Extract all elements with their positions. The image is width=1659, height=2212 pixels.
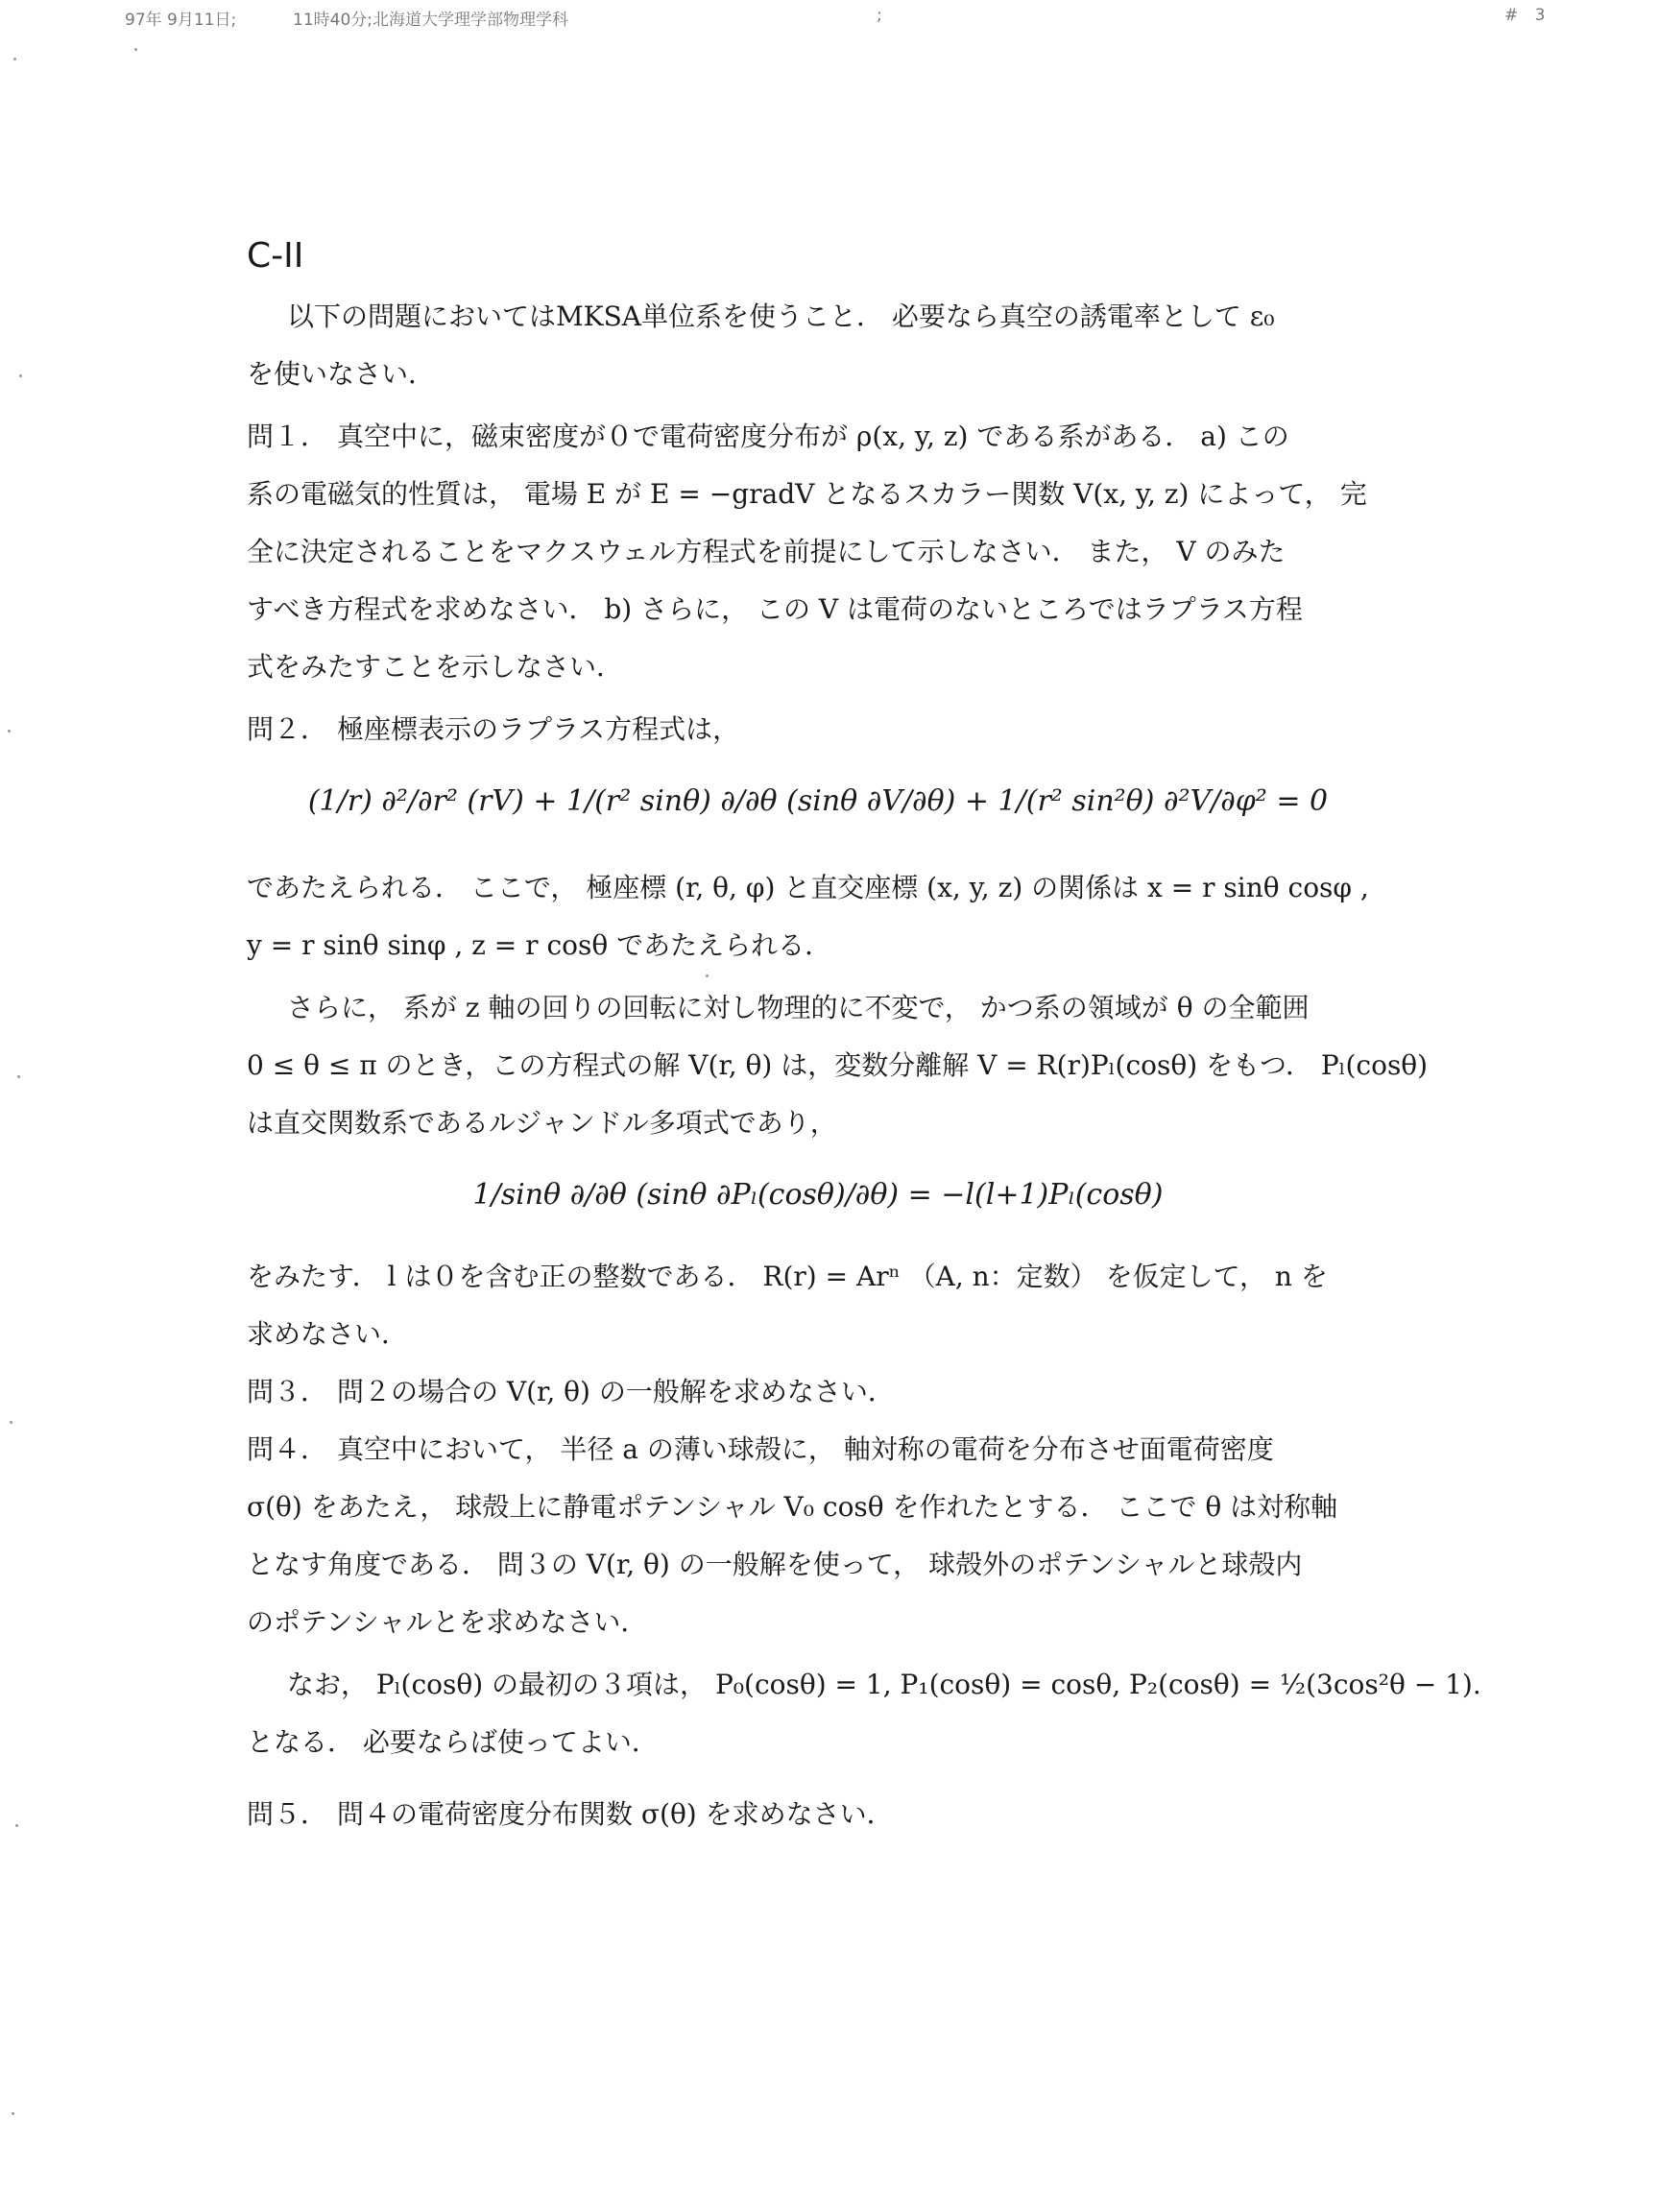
scan-speck — [13, 58, 16, 60]
question-text: 全に決定されることをマクスウェル方程式を前提にして示しなさい． また， V のみた — [247, 536, 1286, 567]
scan-speck — [17, 1075, 20, 1078]
fax-page-number: # 3 — [1504, 6, 1551, 25]
intro-line: 以下の問題においてはMKSA単位系を使うこと． 必要なら真空の誘電率として ε₀ — [287, 301, 1275, 332]
question-label: 問１． — [247, 421, 328, 452]
intro-line: を使いなさい． — [247, 358, 436, 390]
scan-speck — [706, 974, 709, 977]
fax-time-sender: 11時40分;北海道大学理学部物理学科 — [293, 11, 568, 30]
question-text: 求めなさい． — [247, 1318, 409, 1350]
question-label: 問４． — [247, 1433, 328, 1465]
question-4-note — [247, 1656, 1481, 1771]
scan-speck — [19, 374, 22, 377]
scan-speck — [10, 1421, 12, 1424]
question-1 — [247, 408, 1389, 696]
laplace-equation: (1/r) ∂²/∂r² (rV) + 1/(r² sinθ) ∂/∂θ (sinθ ∂V/∂θ) + 1/(r² sin²θ) ∂²V/∂φ² = 0 — [307, 784, 1329, 818]
question-text: 式をみたすことを示しなさい． — [247, 651, 624, 683]
question-text: y = r sinθ sinφ , z = r cosθ であたえられる． — [247, 929, 832, 961]
question-text: 真空中において， 半径 a の薄い球殻に， 軸対称の電荷を分布させ面電荷密度 — [337, 1433, 1274, 1465]
question-text: 0 ≤ θ ≤ π のとき，この方程式の解 V(r, θ) は，変数分離解 V = R(r)Pₗ(cosθ) をもつ． Pₗ(cosθ) — [247, 1049, 1429, 1081]
question-text: 極座標表示のラプラス方程式は， — [337, 713, 740, 745]
question-2 — [247, 701, 1389, 758]
question-text: σ(θ) をあたえ， 球殻上に静電ポテンシャル V₀ cosθ を作れたとする． ここで θ は対称軸 — [247, 1491, 1338, 1523]
question-text: 真空中に，磁束密度が０で電荷密度分布が ρ(x, y, z) である系がある． a) この — [337, 421, 1289, 452]
question-text: は直交関数系であるルジャンドル多項式であり， — [247, 1107, 837, 1139]
question-2-separation — [247, 979, 1429, 1152]
fax-separator: ; — [877, 6, 882, 25]
fax-header — [0, 6, 1659, 29]
question-2-end — [247, 1248, 1389, 1363]
question-text: すべき方程式を求めなさい． b) さらに， この V は電荷のないところではラプラス方程 — [247, 593, 1303, 625]
question-text: であたえられる． ここで， 極座標 (r, θ, φ) と直交座標 (x, y, z) の関係は x = r sinθ cosφ , — [247, 872, 1369, 903]
question-text: なお， Pₗ(cosθ) の最初の３項は， P₀(cosθ) = 1, P₁(cosθ) = cosθ, P₂(cosθ) = ½(3cos²θ − 1). — [287, 1669, 1481, 1700]
question-3 — [247, 1363, 1389, 1421]
scan-speck — [15, 1824, 18, 1827]
question-text: 問２の場合の V(r, θ) の一般解を求めなさい． — [337, 1376, 895, 1407]
question-label: 問３． — [247, 1376, 328, 1407]
question-text: 系の電磁気的性質は， 電場 E が E = −gradV となるスカラー関数 V(x, y, z) によって， 完 — [247, 478, 1367, 510]
question-text: のポテンシャルとを求めなさい． — [247, 1606, 648, 1638]
section-heading: C-II — [247, 236, 304, 276]
question-text: 問４の電荷密度分布関数 σ(θ) を求めなさい． — [337, 1798, 894, 1830]
intro-paragraph — [247, 288, 1389, 403]
question-text: さらに， 系が z 軸の回りの回転に対し物理的に不変で， かつ系の領域が θ の全範囲 — [287, 992, 1310, 1023]
scan-speck — [8, 730, 11, 733]
fax-date: 97年 9月11日; — [125, 11, 237, 30]
question-text: となる． 必要ならば使ってよい． — [247, 1726, 659, 1758]
scan-speck — [134, 48, 137, 51]
scan-speck — [12, 2112, 14, 2115]
question-label: 問５． — [247, 1798, 328, 1830]
question-4 — [247, 1421, 1389, 1651]
legendre-equation: 1/sinθ ∂/∂θ (sinθ ∂Pₗ(cosθ)/∂θ) = −l(l+1)Pₗ(cosθ) — [472, 1178, 1164, 1212]
question-text: をみたす． l は０を含む正の整数である． R(r) = Arⁿ （A, n：定数） を仮定して， n を — [247, 1261, 1328, 1292]
question-2-continued — [247, 859, 1389, 974]
question-label: 問２． — [247, 713, 328, 745]
question-text: となす角度である． 問３の V(r, θ) の一般解を使って， 球殻外のポテンシャルと球殻内 — [247, 1549, 1303, 1580]
question-5 — [247, 1786, 1389, 1843]
